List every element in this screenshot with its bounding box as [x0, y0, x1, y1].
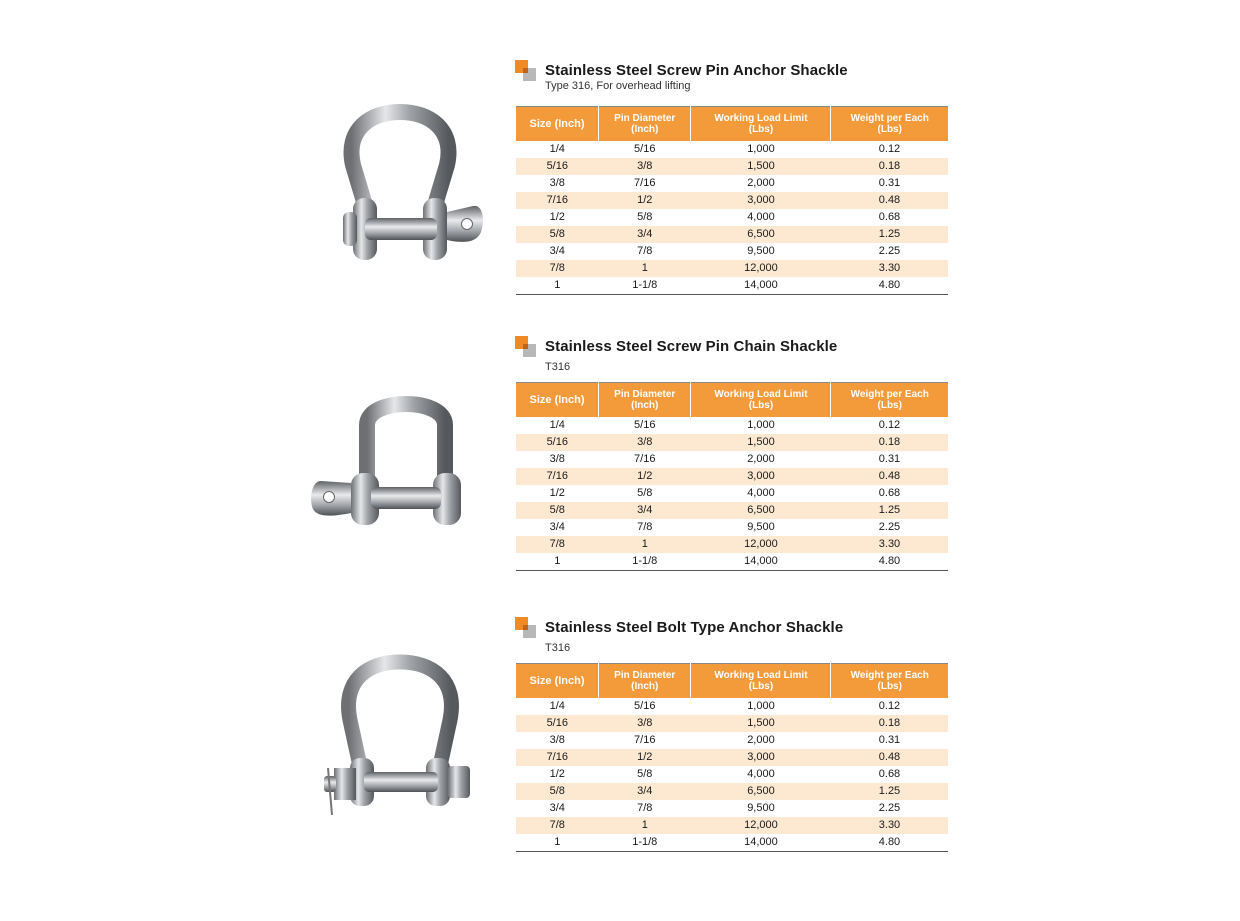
table-row [516, 209, 948, 226]
table-row [516, 192, 948, 209]
weight-cell: 0.31 [878, 734, 901, 746]
section-subtitle: T316 [545, 642, 571, 654]
size-cell: 5/8 [516, 226, 599, 243]
pin-diameter-cell: 3/4 [599, 502, 691, 519]
working-load-limit-cell: 1,500 [691, 158, 831, 175]
table-row [516, 817, 948, 834]
working-load-limit-cell: 1,500 [691, 715, 831, 732]
weight-cell: 0.68 [878, 768, 901, 780]
table-row [516, 158, 948, 175]
pin-diameter-cell: 7/8 [637, 521, 653, 533]
working-load-limit-cell: 14,000 [691, 277, 831, 295]
table-row [516, 800, 948, 817]
bolt-type-anchor-shackle-image [320, 650, 485, 825]
table-row [516, 260, 948, 277]
pin-diameter-cell: 7/8 [637, 802, 653, 814]
section-title: Stainless Steel Screw Pin Anchor Shackle [545, 62, 848, 79]
section-subtitle: Type 316, For overhead lifting [545, 80, 691, 92]
pin-diameter-cell: 1 [599, 536, 691, 553]
header-working-load-limit: Working Load Limit (Lbs) [691, 664, 831, 699]
size-cell: 3/4 [549, 521, 565, 533]
spec-table [516, 382, 948, 571]
working-load-limit-cell: 14,000 [691, 553, 831, 571]
table-row [516, 732, 948, 749]
pin-diameter-cell: 1-1/8 [599, 277, 691, 295]
header-weight: Weight per Each (Lbs) [831, 383, 948, 418]
weight-cell: 2.25 [878, 521, 901, 533]
header-weight: Weight per Each (Lbs) [831, 664, 948, 699]
table-row [516, 141, 948, 158]
table-row [516, 417, 948, 434]
header-working-load-limit: Working Load Limit (Lbs) [691, 383, 831, 418]
header-pin-diameter: Pin Diameter (Inch) [599, 107, 691, 142]
screw-pin-chain-shackle-image [305, 385, 480, 535]
size-cell: 3/8 [549, 177, 565, 189]
pin-diameter-cell: 7/8 [637, 245, 653, 257]
weight-cell: 0.18 [831, 158, 948, 175]
header-pin-diameter: Pin Diameter (Inch) [599, 664, 691, 699]
size-cell: 5/16 [516, 715, 599, 732]
section-bullet-icon [515, 60, 539, 84]
working-load-limit-cell: 1,000 [747, 419, 775, 431]
working-load-limit-cell: 4,000 [747, 768, 775, 780]
working-load-limit-cell: 1,000 [747, 700, 775, 712]
weight-cell: 3.30 [831, 260, 948, 277]
size-cell: 3/4 [549, 802, 565, 814]
size-cell: 5/16 [516, 158, 599, 175]
weight-cell: 4.80 [831, 553, 948, 571]
weight-cell: 2.25 [878, 245, 901, 257]
header-working-load-limit: Working Load Limit (Lbs) [691, 107, 831, 142]
pin-diameter-cell: 7/16 [634, 177, 656, 189]
table-row [516, 277, 948, 295]
weight-cell: 3.30 [831, 536, 948, 553]
table-row [516, 553, 948, 571]
size-cell: 7/8 [516, 260, 599, 277]
working-load-limit-cell: 6,500 [691, 226, 831, 243]
pin-diameter-cell: 5/16 [634, 143, 656, 155]
spec-table [516, 106, 948, 295]
size-cell: 1 [516, 553, 599, 571]
working-load-limit-cell: 3,000 [691, 749, 831, 766]
table-row [516, 226, 948, 243]
pin-diameter-cell: 3/8 [599, 434, 691, 451]
section-title: Stainless Steel Screw Pin Chain Shackle [545, 338, 838, 355]
table-row [516, 834, 948, 852]
table-row [516, 519, 948, 536]
working-load-limit-cell: 9,500 [747, 802, 775, 814]
table-row [516, 749, 948, 766]
pin-diameter-cell: 3/8 [599, 158, 691, 175]
table-header-row [516, 383, 948, 418]
section-title: Stainless Steel Bolt Type Anchor Shackle [545, 619, 844, 636]
working-load-limit-cell: 1,500 [691, 434, 831, 451]
table-row [516, 715, 948, 732]
size-cell: 7/16 [516, 192, 599, 209]
table-row [516, 175, 948, 192]
pin-diameter-cell: 5/8 [637, 211, 653, 223]
size-cell: 1/2 [549, 211, 565, 223]
size-cell: 1/2 [549, 487, 565, 499]
working-load-limit-cell: 4,000 [747, 487, 775, 499]
pin-diameter-cell: 5/8 [637, 487, 653, 499]
weight-cell: 0.12 [878, 143, 901, 155]
section-subtitle: T316 [545, 361, 571, 373]
table-row [516, 783, 948, 800]
size-cell: 1/2 [549, 768, 565, 780]
table-row [516, 536, 948, 553]
pin-diameter-cell: 1 [599, 817, 691, 834]
table-row [516, 243, 948, 260]
working-load-limit-cell: 4,000 [747, 211, 775, 223]
header-pin-diameter: Pin Diameter (Inch) [599, 383, 691, 418]
weight-cell: 2.25 [878, 802, 901, 814]
working-load-limit-cell: 2,000 [747, 177, 775, 189]
pin-diameter-cell: 7/16 [634, 734, 656, 746]
weight-cell: 0.48 [831, 749, 948, 766]
working-load-limit-cell: 2,000 [747, 453, 775, 465]
table-header-row [516, 107, 948, 142]
header-size: Size (Inch) [516, 107, 599, 142]
weight-cell: 1.25 [831, 783, 948, 800]
working-load-limit-cell: 14,000 [691, 834, 831, 852]
size-cell: 3/8 [549, 734, 565, 746]
weight-cell: 0.18 [831, 715, 948, 732]
size-cell: 7/8 [516, 536, 599, 553]
working-load-limit-cell: 9,500 [747, 521, 775, 533]
section-bullet-icon [515, 336, 539, 360]
size-cell: 7/16 [516, 468, 599, 485]
size-cell: 3/4 [549, 245, 565, 257]
pin-diameter-cell: 1/2 [599, 749, 691, 766]
size-cell: 1 [516, 277, 599, 295]
pin-diameter-cell: 5/16 [634, 419, 656, 431]
table-row [516, 468, 948, 485]
pin-diameter-cell: 1 [599, 260, 691, 277]
pin-diameter-cell: 1/2 [599, 468, 691, 485]
header-size: Size (Inch) [516, 664, 599, 699]
spec-table [516, 663, 948, 852]
header-weight: Weight per Each (Lbs) [831, 107, 948, 142]
table-row [516, 485, 948, 502]
pin-diameter-cell: 7/16 [634, 453, 656, 465]
table-row [516, 766, 948, 783]
table-row [516, 451, 948, 468]
weight-cell: 0.31 [878, 453, 901, 465]
weight-cell: 4.80 [831, 277, 948, 295]
table-row [516, 698, 948, 715]
weight-cell: 1.25 [831, 502, 948, 519]
size-cell: 1 [516, 834, 599, 852]
size-cell: 1/4 [549, 143, 565, 155]
size-cell: 7/16 [516, 749, 599, 766]
section-bullet-icon [515, 617, 539, 641]
size-cell: 1/4 [549, 419, 565, 431]
pin-diameter-cell: 5/16 [634, 700, 656, 712]
weight-cell: 0.18 [831, 434, 948, 451]
working-load-limit-cell: 3,000 [691, 192, 831, 209]
weight-cell: 0.68 [878, 487, 901, 499]
weight-cell: 1.25 [831, 226, 948, 243]
weight-cell: 0.68 [878, 211, 901, 223]
screw-pin-anchor-shackle-image [325, 100, 490, 270]
weight-cell: 0.12 [878, 419, 901, 431]
weight-cell: 0.48 [831, 192, 948, 209]
weight-cell: 4.80 [831, 834, 948, 852]
size-cell: 5/16 [516, 434, 599, 451]
table-header-row [516, 664, 948, 699]
weight-cell: 3.30 [831, 817, 948, 834]
working-load-limit-cell: 6,500 [691, 783, 831, 800]
working-load-limit-cell: 6,500 [691, 502, 831, 519]
working-load-limit-cell: 12,000 [691, 817, 831, 834]
pin-diameter-cell: 5/8 [637, 768, 653, 780]
pin-diameter-cell: 1-1/8 [599, 553, 691, 571]
size-cell: 5/8 [516, 502, 599, 519]
size-cell: 3/8 [549, 453, 565, 465]
working-load-limit-cell: 12,000 [691, 536, 831, 553]
size-cell: 5/8 [516, 783, 599, 800]
working-load-limit-cell: 2,000 [747, 734, 775, 746]
size-cell: 1/4 [549, 700, 565, 712]
working-load-limit-cell: 12,000 [691, 260, 831, 277]
weight-cell: 0.12 [878, 700, 901, 712]
pin-diameter-cell: 1-1/8 [599, 834, 691, 852]
pin-diameter-cell: 3/4 [599, 783, 691, 800]
working-load-limit-cell: 3,000 [691, 468, 831, 485]
pin-diameter-cell: 3/8 [599, 715, 691, 732]
table-row [516, 502, 948, 519]
table-row [516, 434, 948, 451]
pin-diameter-cell: 1/2 [599, 192, 691, 209]
weight-cell: 0.48 [831, 468, 948, 485]
weight-cell: 0.31 [878, 177, 901, 189]
pin-diameter-cell: 3/4 [599, 226, 691, 243]
working-load-limit-cell: 1,000 [747, 143, 775, 155]
header-size: Size (Inch) [516, 383, 599, 418]
working-load-limit-cell: 9,500 [747, 245, 775, 257]
size-cell: 7/8 [516, 817, 599, 834]
